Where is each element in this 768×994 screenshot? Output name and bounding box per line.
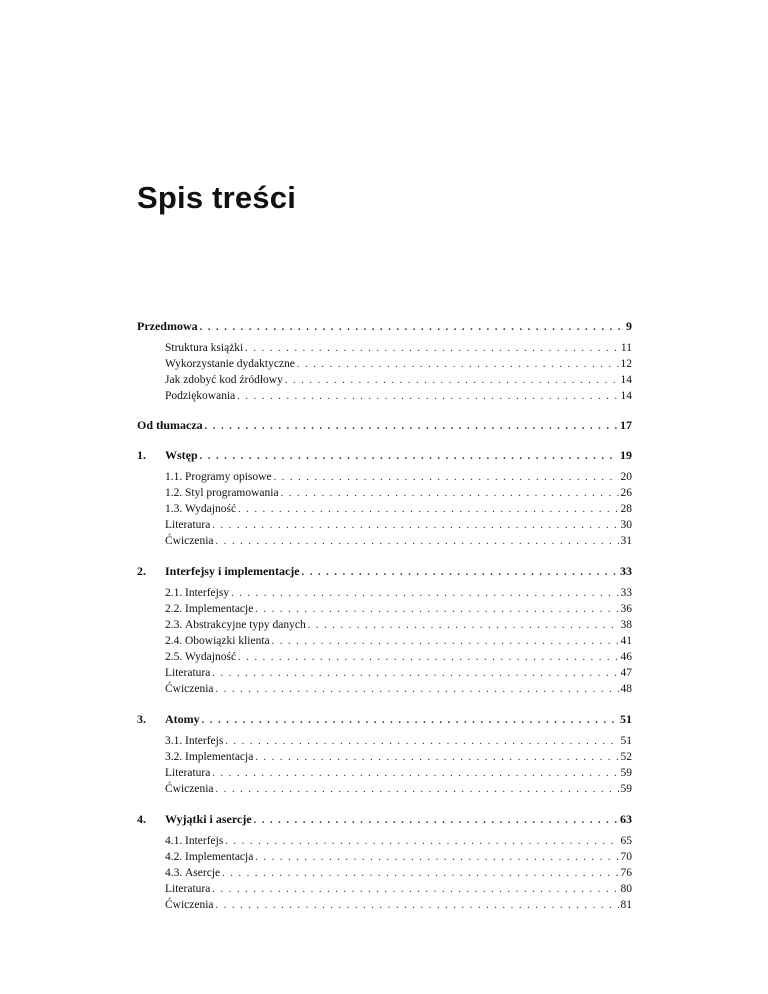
toc-entry-text [137,417,203,433]
toc-entry-text [165,749,253,765]
toc-entry-title: Struktura książki [165,342,244,354]
toc-subentry [165,765,632,781]
dot-leader [255,850,618,866]
toc-subentry [165,485,632,501]
toc-entry-page: 33 [620,564,632,578]
toc-subentry [165,372,632,388]
toc-subentry [165,849,632,865]
toc-entry-text [165,665,210,681]
toc-entry-page: 17 [620,418,632,432]
toc-subentry [165,469,632,485]
dot-leader [245,341,619,357]
toc-entry-page: 63 [620,812,632,826]
toc-subentry [165,340,632,356]
toc-subentry [165,633,632,649]
toc-entry-text [165,633,270,649]
dot-leader [238,650,618,666]
toc-entry-page: 47 [620,667,632,679]
toc-entry-title: Wstęp [165,448,198,462]
toc-entry-title: Ćwiczenia [165,899,214,911]
toc-entry-title: Przedmowa [137,319,198,333]
toc-entry-page: 19 [620,448,632,462]
toc-entry-text [165,388,235,404]
toc-entry-page: 46 [620,651,632,663]
toc-entry-text [165,469,272,485]
chapter-number: 3. [137,712,146,726]
toc-entry-title: Interfejsy i implementacje [165,564,300,578]
toc-entry-text [165,811,252,827]
toc-entry-text [165,649,236,665]
toc-subentry [165,649,632,665]
toc-entry-page: 52 [620,751,632,763]
toc-section-preface [137,318,632,334]
dot-leader [255,602,618,618]
toc-entry-text [165,372,283,388]
toc-entry-text [165,781,214,797]
toc-entry-page: 20 [620,471,632,483]
dot-leader [302,565,618,581]
toc-entry-text [165,681,214,697]
chapter-number: 2. [137,564,146,578]
dot-leader [216,782,619,798]
toc-entry-page: 48 [620,683,632,695]
toc-subentry [165,733,632,749]
toc-entry-title: Literatura [165,767,211,779]
toc-subentry [165,897,632,913]
toc-entry-title: Wydajność [185,651,237,663]
toc-entry-title: Atomy [165,712,200,726]
dot-leader [297,357,619,373]
toc-entry-number: 2.5. [165,651,183,663]
toc-entry-page: 30 [620,519,632,531]
dot-leader [274,470,619,486]
toc-entry-page: 33 [620,587,632,599]
toc-entry-number: 2.4. [165,635,183,647]
toc-entry-number: 3.2. [165,751,183,763]
toc-entry-title: Interfejs [185,835,224,847]
toc-entry-text [165,517,210,533]
dot-leader [205,419,618,435]
toc-entry-page: 14 [620,374,632,386]
toc-entry-text [165,881,210,897]
toc-entry-number: 4.2. [165,851,183,863]
toc-entry-text [165,563,300,579]
dot-leader [238,502,618,518]
toc-entry-page: 26 [620,487,632,499]
toc-subentry [165,356,632,372]
toc-subentry [165,749,632,765]
toc-chapter [165,447,632,463]
toc-entry-number: 4.3. [165,867,183,879]
toc-entry-title: Podziękowania [165,390,236,402]
toc-entry-title: Implementacja [185,851,254,863]
dot-leader [212,518,618,534]
toc-entry-title: Literatura [165,667,211,679]
dot-leader [272,634,619,650]
toc-entry-number: 2.3. [165,619,183,631]
toc-entry-text [137,318,198,334]
toc-entry-title: Styl programowania [185,487,279,499]
dot-leader [212,882,618,898]
toc-subentry [165,833,632,849]
toc-chapter [165,811,632,827]
dot-leader [212,666,618,682]
toc-chapter [165,711,632,727]
toc-entry-title: Programy opisowe [185,471,272,483]
toc-entry-title: Abstrakcyjne typy danych [185,619,306,631]
toc-entry-page: 76 [620,867,632,879]
dot-leader [254,813,618,829]
toc-entry-page: 9 [626,319,632,333]
toc-subentry [165,388,632,404]
toc-subentry [165,865,632,881]
toc-entry-page: 38 [620,619,632,631]
dot-leader [231,586,618,602]
chapter-number: 4. [137,812,146,826]
toc-entry-text [165,711,200,727]
toc-entry-title: Implementacja [185,751,254,763]
toc-subentry [165,601,632,617]
toc-entry-title: Ćwiczenia [165,783,214,795]
toc-entry-page: 59 [620,783,632,795]
toc-entry-text [165,765,210,781]
toc-entry-title: Asercje [185,867,221,879]
toc-chapter [165,563,632,579]
toc-subentry [165,617,632,633]
toc-entry-page: 11 [620,342,632,354]
toc-entry-title: Implementacje [185,603,254,615]
toc-subentry [165,517,632,533]
dot-leader [225,734,618,750]
toc-entry-text [165,601,253,617]
toc-entry-number: 1.1. [165,471,183,483]
dot-leader [200,320,624,336]
toc-subentry [165,533,632,549]
toc-entry-title: Od tłumacza [137,418,203,432]
dot-leader [281,486,619,502]
page-title: Spis treści [137,180,297,215]
toc-entry-number: 4.1. [165,835,183,847]
dot-leader [225,834,618,850]
toc-entry-text [165,356,295,372]
toc-subentry [165,881,632,897]
dot-leader [285,373,619,389]
toc-entry-title: Jak zdobyć kod źródłowy [165,374,283,386]
toc-entry-page: 65 [620,835,632,847]
toc-entry-title: Obowiązki klienta [185,635,270,647]
toc-entry-text [165,501,236,517]
toc-entry-number: 3.1. [165,735,183,747]
toc-entry-page: 59 [620,767,632,779]
toc-subentry [165,781,632,797]
toc-entry-title: Literatura [165,883,211,895]
toc-entry-page: 70 [620,851,632,863]
toc-entry-number: 1.3. [165,503,183,515]
toc-entry-text [165,447,198,463]
toc-entry-number: 1.2. [165,487,183,499]
toc-entry-page: 36 [620,603,632,615]
toc-entry-title: Literatura [165,519,211,531]
dot-leader [255,750,618,766]
toc-entry-text [165,340,243,356]
toc-entry-title: Wyjątki i asercje [165,812,252,826]
toc-entry-page: 31 [620,535,632,547]
toc-subentry [165,681,632,697]
dot-leader [200,449,618,465]
toc-entry-text [165,833,223,849]
toc-entry-text [165,585,229,601]
toc-entry-page: 51 [620,735,632,747]
toc-entry-page: 14 [620,390,632,402]
toc-entry-text [165,733,223,749]
toc-entry-text [165,849,253,865]
toc-entry-page: 80 [620,883,632,895]
toc-entry-page: 28 [620,503,632,515]
dot-leader [222,866,618,882]
toc-subentry [165,585,632,601]
toc-entry-page: 51 [620,712,632,726]
toc-entry-number: 2.2. [165,603,183,615]
toc-entry-text [165,533,214,549]
dot-leader [216,534,619,550]
dot-leader [216,898,619,914]
toc-entry-page: 41 [620,635,632,647]
toc-entry-title: Interfejs [185,735,224,747]
toc-subentry [165,665,632,681]
toc-entry-page: 81 [620,899,632,911]
toc-entry-text [165,897,214,913]
toc-entry-text [165,617,306,633]
toc-entry-number: 2.1. [165,587,183,599]
toc-entry-page: 12 [620,358,632,370]
toc-subentry [165,501,632,517]
dot-leader [212,766,618,782]
chapter-number: 1. [137,448,146,462]
dot-leader [237,389,618,405]
toc-entry-title: Interfejsy [185,587,230,599]
toc-entry-title: Wykorzystanie dydaktyczne [165,358,295,370]
toc-entry-title: Ćwiczenia [165,683,214,695]
dot-leader [216,682,619,698]
toc-entry-title: Wydajność [185,503,237,515]
toc-entry-title: Ćwiczenia [165,535,214,547]
dot-leader [202,713,618,729]
toc-section-translator [137,417,632,433]
toc-entry-text [165,865,220,881]
toc-entry-text [165,485,279,501]
dot-leader [308,618,619,634]
